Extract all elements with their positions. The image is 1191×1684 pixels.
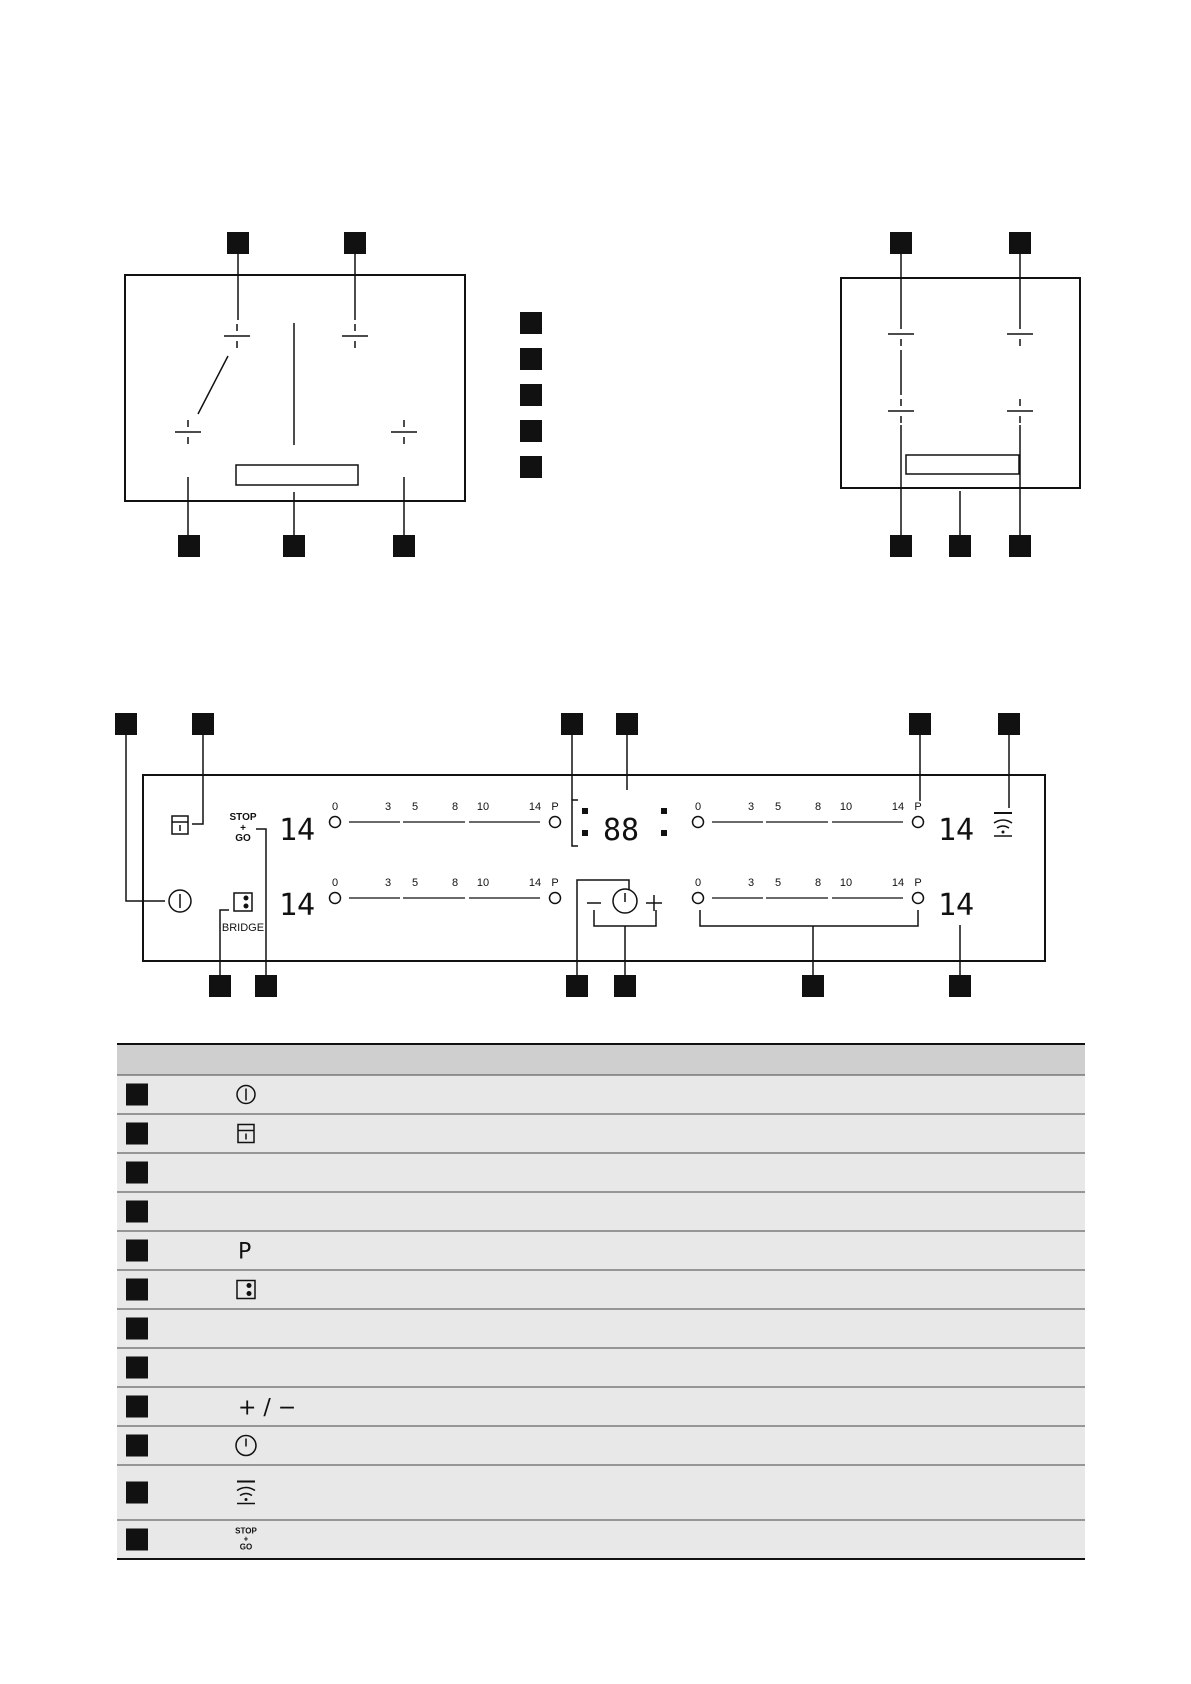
slider-tick-label: 3 xyxy=(747,877,755,889)
table-row xyxy=(117,1309,1085,1348)
slider-min-indicator xyxy=(330,893,341,904)
callout-marker xyxy=(998,713,1020,735)
callout-marker xyxy=(909,713,931,735)
table-row-bg xyxy=(117,1309,1085,1348)
control-panel-frame xyxy=(143,775,1045,961)
control-panel xyxy=(115,713,1045,997)
stop-go-icon-text: + xyxy=(243,1534,249,1544)
table-row xyxy=(117,1465,1085,1520)
slider-tick-label: 5 xyxy=(411,877,419,889)
table-row xyxy=(117,1114,1085,1153)
hob-top-view-right xyxy=(841,232,1080,557)
cooking-zone-mark xyxy=(391,420,417,444)
slider-tick-label: 14 xyxy=(528,801,542,813)
slider-tick-label: 3 xyxy=(384,801,392,813)
slider-tick-label: 0 xyxy=(694,877,702,889)
slider-tick-label: 0 xyxy=(331,877,339,889)
slider-tick-label: 14 xyxy=(891,877,905,889)
row-number-marker xyxy=(126,1435,148,1457)
slider-min-indicator xyxy=(693,817,704,828)
slider-tick-label: 10 xyxy=(476,877,490,889)
power-slider-rear-left[interactable] xyxy=(330,877,561,904)
callout-marker xyxy=(393,535,415,557)
table-row xyxy=(117,1153,1085,1192)
callout-marker xyxy=(566,975,588,997)
table-row-bg xyxy=(117,1192,1085,1231)
slider-tick-label: 8 xyxy=(451,877,459,889)
slider-tick-label: 8 xyxy=(451,801,459,813)
power-icon[interactable] xyxy=(169,890,191,912)
callout-marker xyxy=(802,975,824,997)
slider-tick-label: 8 xyxy=(814,877,822,889)
slider-tick-label: 3 xyxy=(747,801,755,813)
row-number-marker xyxy=(126,1482,148,1504)
table-row xyxy=(117,1387,1085,1426)
row-number-marker xyxy=(126,1162,148,1184)
table-row xyxy=(117,1520,1085,1559)
stop-go-label-line2: + xyxy=(240,823,246,834)
cooking-zone-mark xyxy=(888,322,914,346)
table-row xyxy=(117,1426,1085,1465)
callout-marker xyxy=(1009,535,1031,557)
table-row-bg xyxy=(117,1465,1085,1520)
stop-go-icon-text: GO xyxy=(239,1542,253,1552)
bridge-label: BRIDGE xyxy=(221,922,265,934)
slider-tick-label: 0 xyxy=(331,801,339,813)
row-symbol-text: + / − xyxy=(238,1395,297,1421)
hob-outline-right xyxy=(841,278,1080,488)
table-row xyxy=(117,1192,1085,1231)
stop-go-label-line3: GO xyxy=(235,833,251,844)
power-level-display-left-top: 14 xyxy=(279,813,316,848)
row-number-marker xyxy=(126,1529,148,1551)
bridge-icon xyxy=(234,893,252,911)
callout-marker xyxy=(192,713,214,735)
power-level-display-left-bottom: 14 xyxy=(279,888,316,923)
callout-marker xyxy=(115,713,137,735)
callout-marker xyxy=(890,232,912,254)
timer-icon[interactable] xyxy=(613,889,637,913)
symbol-table xyxy=(117,1044,1085,1559)
cooking-zone-mark xyxy=(1007,399,1033,423)
table-row-bg xyxy=(117,1231,1085,1270)
row-number-marker xyxy=(126,1084,148,1106)
slider-min-indicator xyxy=(330,817,341,828)
callout-marker xyxy=(614,975,636,997)
callout-marker xyxy=(227,232,249,254)
slider-tick-label: P xyxy=(914,877,922,889)
slider-max-indicator xyxy=(913,893,924,904)
table-row-bg xyxy=(117,1075,1085,1114)
slider-tick-label: 5 xyxy=(774,801,782,813)
callout-marker xyxy=(949,535,971,557)
slider-tick-label: P xyxy=(914,801,922,813)
table-row-bg xyxy=(117,1348,1085,1387)
bridge-line xyxy=(198,356,228,414)
slider-min-indicator xyxy=(693,893,704,904)
legend-marker xyxy=(520,456,542,478)
stop-go-icon-text: STOP xyxy=(235,1526,257,1536)
control-panel-outline xyxy=(236,465,358,485)
timer-display xyxy=(582,808,667,848)
table-row-bg xyxy=(117,1114,1085,1153)
table-row-bg xyxy=(117,1270,1085,1309)
callout-marker xyxy=(949,975,971,997)
table-row xyxy=(117,1348,1085,1387)
slider-tick-label: 10 xyxy=(476,801,490,813)
row-number-marker xyxy=(126,1279,148,1301)
row-number-marker xyxy=(126,1396,148,1418)
slider-max-indicator xyxy=(913,817,924,828)
slider-tick-label: 8 xyxy=(814,801,822,813)
table-row xyxy=(117,1270,1085,1309)
table-row xyxy=(117,1231,1085,1270)
legend-marker xyxy=(520,420,542,442)
callout-marker xyxy=(283,535,305,557)
slider-tick-label: 3 xyxy=(384,877,392,889)
plus-icon[interactable] xyxy=(646,895,662,911)
row-number-marker xyxy=(126,1357,148,1379)
slider-tick-label: 10 xyxy=(839,801,853,813)
cooking-zone-mark xyxy=(342,324,368,348)
hob-top-view-left xyxy=(125,232,465,557)
callout-marker xyxy=(255,975,277,997)
callout-marker xyxy=(1009,232,1031,254)
row-symbol-text: P xyxy=(238,1239,252,1265)
row-number-marker xyxy=(126,1123,148,1145)
bridge-button[interactable] xyxy=(222,893,264,934)
power-level-display-right-bottom: 14 xyxy=(938,888,975,923)
slider-tick-label: 14 xyxy=(528,877,542,889)
slider-tick-label: 10 xyxy=(839,877,853,889)
table-row-bg xyxy=(117,1520,1085,1559)
hob2hood-icon[interactable] xyxy=(994,813,1012,836)
cooking-zone-mark xyxy=(224,324,250,348)
power-slider-front-left[interactable] xyxy=(330,801,561,828)
slider-tick-label: 0 xyxy=(694,801,702,813)
hob-outline-left xyxy=(125,275,465,501)
slider-tick-label: 5 xyxy=(411,801,419,813)
callout-marker xyxy=(344,232,366,254)
zone-legend xyxy=(520,312,542,478)
callout-marker xyxy=(178,535,200,557)
stop-go-label-line1: STOP xyxy=(229,812,257,823)
control-panel-outline xyxy=(906,455,1019,474)
table-row xyxy=(117,1075,1085,1114)
row-number-marker xyxy=(126,1201,148,1223)
slider-tick-label: 5 xyxy=(774,877,782,889)
timer-display-value: 88 xyxy=(603,813,640,848)
slider-tick-label: P xyxy=(551,877,559,889)
slider-tick-label: P xyxy=(551,801,559,813)
table-row-bg xyxy=(117,1426,1085,1465)
legend-marker xyxy=(520,348,542,370)
slider-max-indicator xyxy=(550,817,561,828)
table-row-bg xyxy=(117,1153,1085,1192)
table-header xyxy=(117,1044,1085,1075)
callout-marker xyxy=(890,535,912,557)
row-number-marker xyxy=(126,1318,148,1340)
cooking-zone-mark xyxy=(888,399,914,423)
stop-go-button[interactable] xyxy=(229,812,256,844)
slider-max-indicator xyxy=(550,893,561,904)
callout-marker xyxy=(561,713,583,735)
callout-marker xyxy=(209,975,231,997)
slider-tick-label: 14 xyxy=(891,801,905,813)
power-slider-front-right[interactable] xyxy=(693,801,924,828)
timer-controls[interactable] xyxy=(587,889,662,913)
cooking-zone-mark xyxy=(1007,322,1033,346)
cooking-zone-mark xyxy=(175,420,201,444)
callout-marker xyxy=(616,713,638,735)
legend-marker xyxy=(520,312,542,334)
lock-icon[interactable] xyxy=(172,816,188,834)
power-slider-rear-right[interactable] xyxy=(693,877,924,904)
row-number-marker xyxy=(126,1240,148,1262)
power-level-display-right-top: 14 xyxy=(938,813,975,848)
legend-marker xyxy=(520,384,542,406)
